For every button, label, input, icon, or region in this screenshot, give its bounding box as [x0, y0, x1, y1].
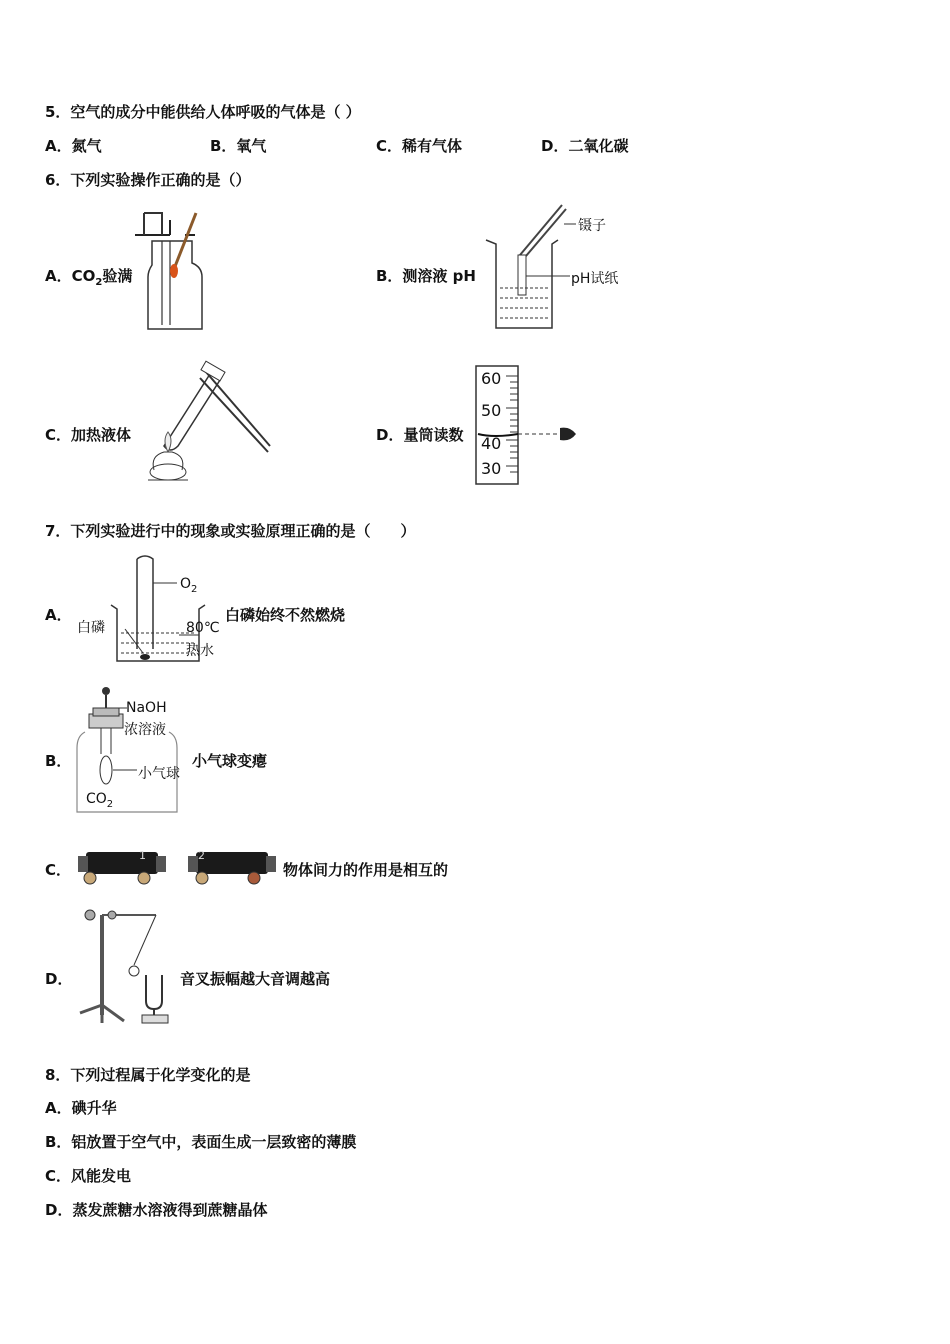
cart-1-label: 1: [139, 849, 146, 862]
q6-stem: 6．下列实验操作正确的是（）: [45, 171, 251, 189]
tick-60: 60: [481, 369, 502, 388]
q5-option-d: D．二氧化碳: [541, 137, 629, 155]
q8-option-c: C．风能发电: [45, 1167, 132, 1185]
q8-option-a: A．碘升华: [45, 1099, 117, 1117]
q6-option-c: C．加热液体: [45, 426, 132, 444]
q6-option-b: B．测溶液 pH: [376, 267, 476, 285]
label-white-phosphorus: 白磷: [77, 620, 105, 636]
co2-bottle-figure: [130, 205, 230, 335]
q7-option-a-letter: A．: [45, 606, 72, 624]
q6-option-d: D．量筒读数: [376, 426, 464, 444]
label-hot-water: 热水: [186, 643, 214, 659]
q7-option-c-letter: C．: [45, 861, 72, 879]
cart-2-label: 2: [198, 849, 205, 862]
heating-tube-figure: [140, 360, 280, 490]
q8-stem: 8．下列过程属于化学变化的是: [45, 1066, 251, 1084]
q7-option-d-letter: D．: [45, 970, 73, 988]
tuning-fork-figure: [76, 905, 186, 1027]
label-naoh: NaOH: [126, 700, 167, 716]
q7-option-b-letter: B．: [45, 752, 72, 770]
q7-option-d: 音叉振幅越大音调越高: [180, 970, 331, 988]
tick-30: 30: [481, 459, 502, 478]
label-conc-solution: 浓溶液: [124, 722, 166, 738]
tick-50: 50: [481, 401, 502, 420]
q7-option-b: 小气球变瘪: [192, 752, 268, 770]
q8-option-d: D．蒸发蔗糖水溶液得到蔗糖晶体: [45, 1201, 268, 1219]
label-co2: $CO_2$: [86, 791, 114, 810]
q7-option-a: 白磷始终不然燃烧: [225, 606, 346, 624]
q6-option-a: A．$CO_2$验满: [45, 267, 133, 288]
q5-option-c: C．稀有气体: [376, 137, 463, 155]
label-80c: 80℃: [186, 620, 220, 636]
q7-option-c: 物体间力的作用是相互的: [283, 861, 449, 879]
q5-stem: 5．空气的成分中能供给人体呼吸的气体是（ ）: [45, 103, 361, 121]
tick-40: 40: [481, 434, 502, 453]
q5-option-b: B．氧气: [210, 137, 267, 155]
magnet-carts-figure: [76, 846, 286, 890]
label-tweezers: 镊子: [578, 218, 606, 234]
q5-option-a: A．氮气: [45, 137, 102, 155]
label-balloon: 小气球: [138, 766, 180, 782]
label-o2: $O_2$: [180, 576, 198, 595]
q8-option-b: B．铝放置于空气中，表面生成一层致密的薄膜: [45, 1133, 357, 1151]
q7-stem: 7．下列实验进行中的现象或实验原理正确的是（ ）: [45, 522, 416, 540]
beaker-ph-figure: [484, 200, 644, 335]
label-ph-paper: pH试纸: [571, 271, 619, 287]
